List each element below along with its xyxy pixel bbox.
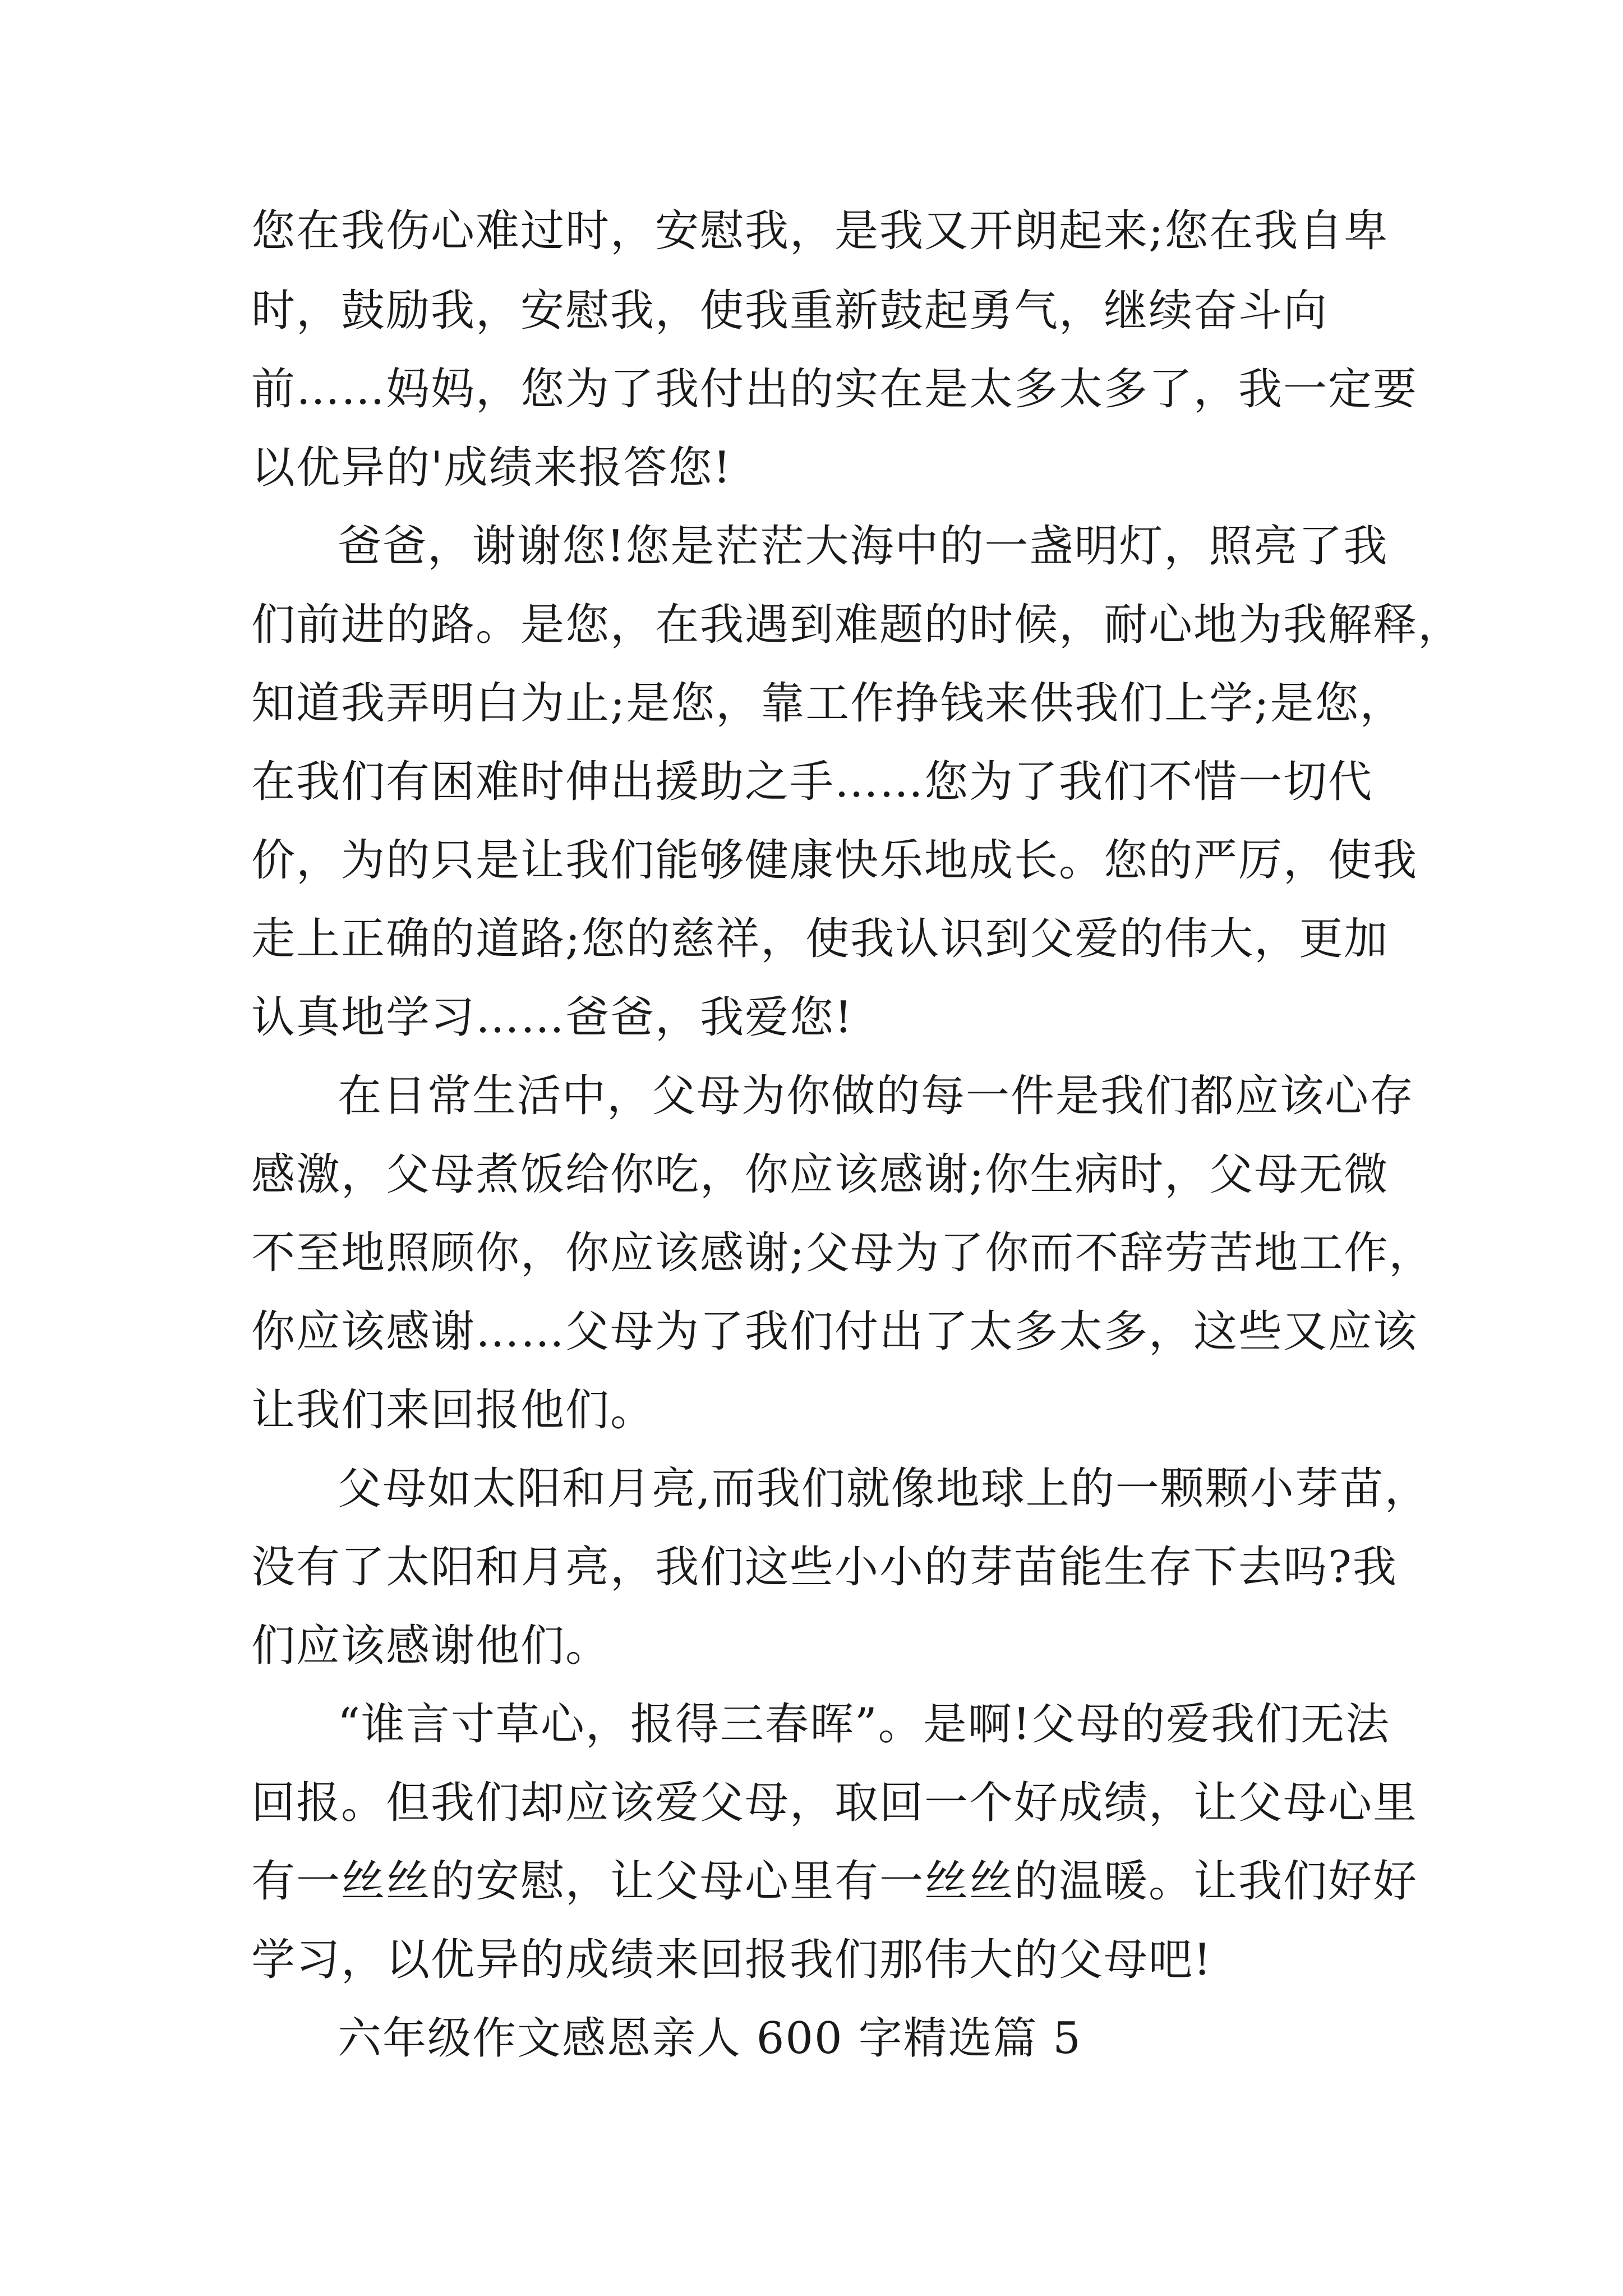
paragraph-start-line: “谁言寸草心，报得三春晖”。是啊!父母的爱我们无法	[338, 1699, 1391, 1750]
text-line: 前……妈妈，您为了我付出的实在是太多太多了，我一定要	[251, 364, 1418, 415]
text-line: 学习，以优异的成绩来回报我们那伟大的父母吧!	[251, 1935, 1212, 1985]
text-line: 感激，父母煮饭给你吃，你应该感谢;你生病时，父母无微	[251, 1149, 1389, 1200]
paragraph-start-line: 爸爸，谢谢您!您是茫茫大海中的一盏明灯，照亮了我	[338, 521, 1389, 572]
text-line: 以优异的'成绩来报答您!	[251, 443, 732, 493]
paragraph-start-line: 父母如太阳和月亮,而我们就像地球上的一颗颗小芽苗，	[338, 1464, 1430, 1514]
text-line: 你应该感谢……父母为了我们付出了太多太多，这些又应该	[251, 1306, 1418, 1357]
text-line: 认真地学习……爸爸，我爱您!	[251, 992, 854, 1043]
paragraph-start-line: 在日常生活中，父母为你做的每一件是我们都应该心存	[338, 1071, 1415, 1121]
text-line: 有一丝丝的安慰，让父母心里有一丝丝的温暖。让我们好好	[251, 1856, 1418, 1907]
text-line: 价，为的只是让我们能够健康快乐地成长。您的严厉，使我	[251, 835, 1418, 886]
text-line: 回报。但我们却应该爱父母，取回一个好成绩，让父母心里	[251, 1778, 1418, 1828]
text-line: 没有了太阳和月亮，我们这些小小的芽苗能生存下去吗?我	[251, 1542, 1398, 1593]
text-line: 走上正确的道路;您的慈祥，使我认识到父爱的伟大，更加	[251, 914, 1389, 964]
text-line: 不至地照顾你，你应该感谢;父母为了你而不辞劳苦地工作，	[251, 1228, 1434, 1278]
text-line: 在我们有困难时伸出援助之手……您为了我们不惜一切代	[251, 757, 1373, 807]
text-line: 时，鼓励我，安慰我，使我重新鼓起勇气，继续奋斗向	[251, 286, 1329, 336]
text-line: 们应该感谢他们。	[251, 1621, 611, 1671]
section-heading: 六年级作文感恩亲人 600 字精选篇 5	[338, 2013, 1082, 2064]
text-line: 您在我伤心难过时，安慰我，是我又开朗起来;您在我自卑	[251, 206, 1389, 256]
text-line: 知道我弄明白为止;是您，靠工作挣钱来供我们上学;是您，	[251, 678, 1405, 729]
text-line: 们前进的路。是您，在我遇到难题的时候，耐心地为我解释，	[251, 600, 1463, 650]
text-line: 让我们来回报他们。	[251, 1385, 656, 1435]
